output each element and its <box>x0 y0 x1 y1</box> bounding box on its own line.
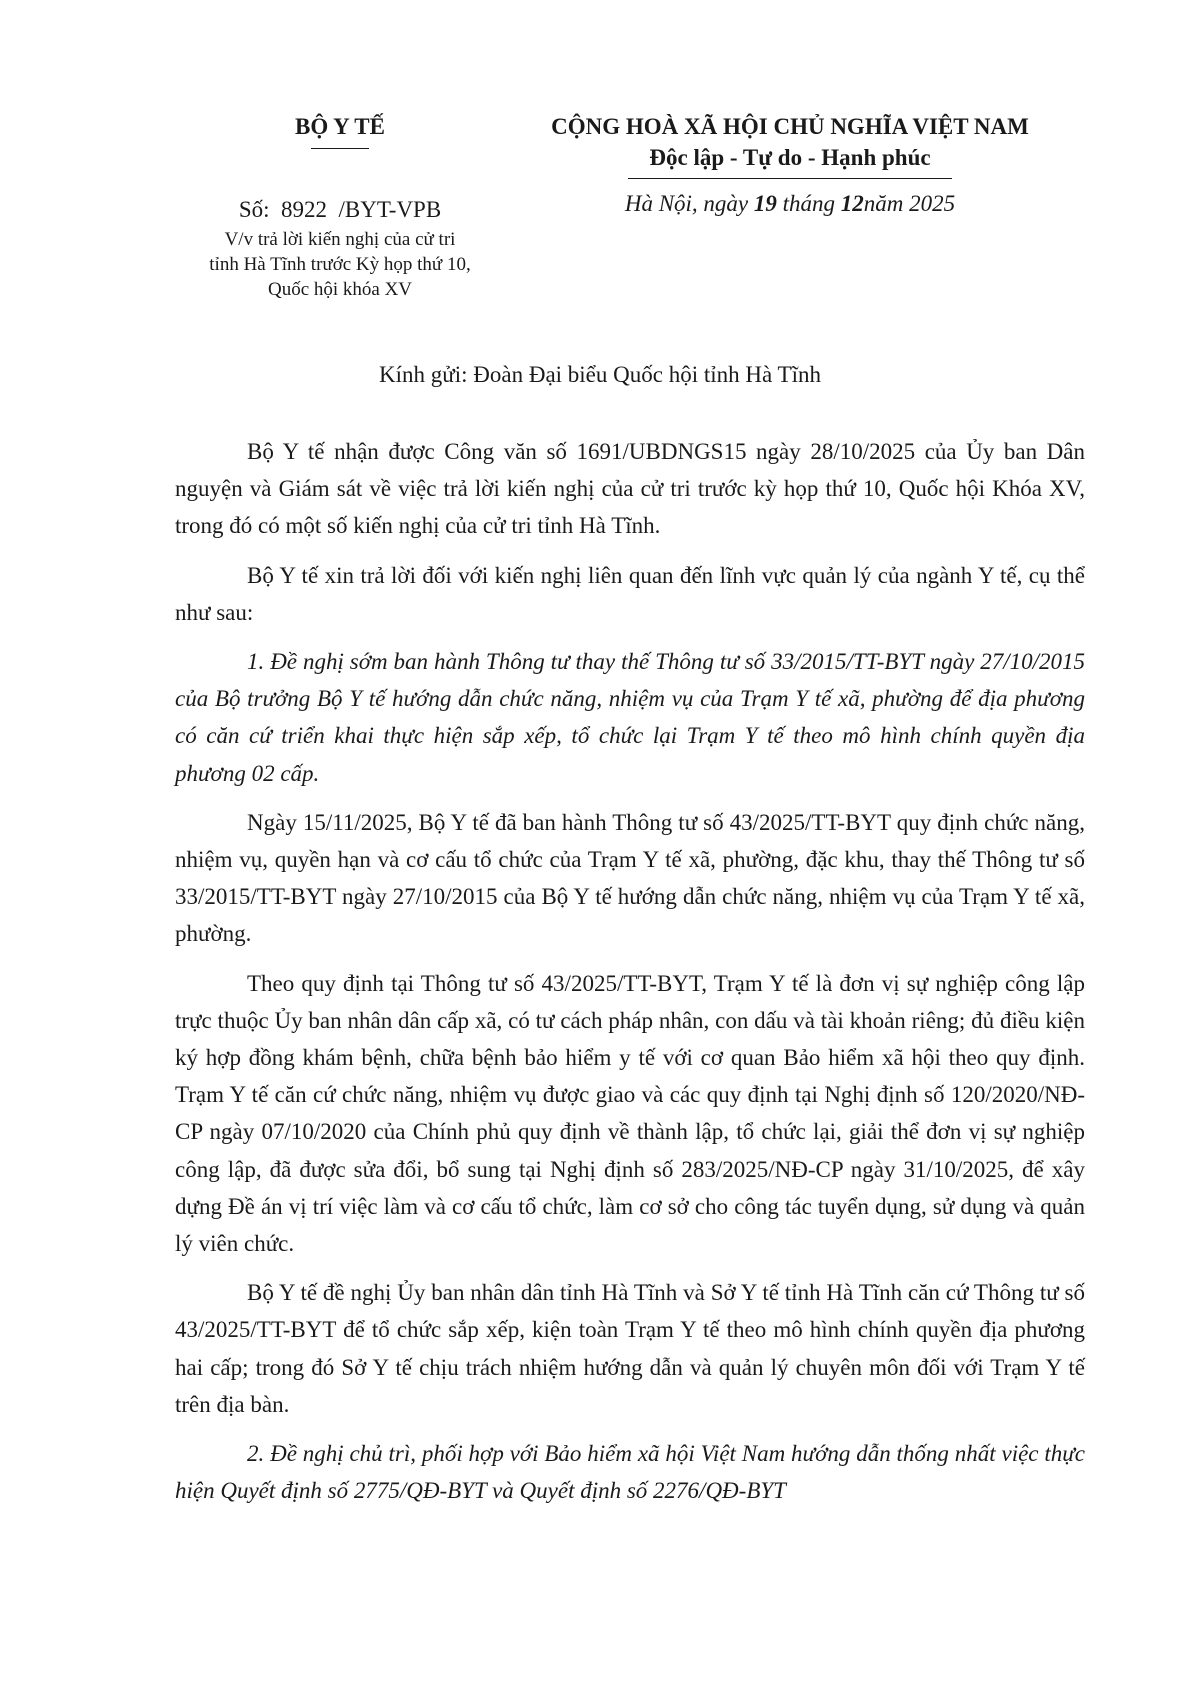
agency-underline <box>311 148 369 149</box>
letter-body <box>175 433 1085 1521</box>
issuer-block <box>190 112 490 302</box>
document-number-prefix: Số: <box>238 197 270 222</box>
issuing-agency: BỘ Y TẾ <box>295 114 385 139</box>
body-paragraph: Ngày 15/11/2025, Bộ Y tế đã ban hành Thông tư số 43/2025/TT-BYT quy định chức năng, nhiệm vụ, quyền hạn và cơ cấu tổ chức của Trạm Y tế xã, phường, đặc khu, thay thế Thông tư số 33/2015/TT-BYT ngày 27/10/2015 của Bộ Y tế hướng dẫn chức năng, nhiệm vụ của Trạm Y tế xã, phường. <box>175 809 1085 947</box>
recipient-line: Kính gửi: Đoàn Đại biểu Quốc hội tỉnh Hà Tĩnh <box>379 362 821 387</box>
body-paragraph: Bộ Y tế nhận được Công văn số 1691/UBDNGS15 ngày 28/10/2025 của Ủy ban Dân nguyện và Giám sát về việc trả lời kiến nghị của cử tri trước kỳ họp thứ 10, Quốc hội Khóa XV, trong đó có một số kiến nghị của cử tri tỉnh Hà Tĩnh. <box>175 439 1085 539</box>
body-paragraph: Bộ Y tế xin trả lời đối với kiến nghị liên quan đến lĩnh vực quản lý của ngành Y tế, cụ thể như sau: <box>175 562 1085 625</box>
document-subject <box>190 227 490 302</box>
date-day: 19 <box>753 191 777 216</box>
year-label: năm 2025 <box>863 191 956 216</box>
document-number <box>190 195 490 225</box>
month-label: tháng <box>782 191 836 216</box>
motto-underline <box>628 178 952 179</box>
national-header <box>500 112 1080 219</box>
date-month: 12 <box>840 191 864 216</box>
subject-line: Quốc hội khóa XV <box>267 279 413 300</box>
subject-line: V/v trả lời kiến nghị của cử tri <box>224 229 456 250</box>
body-paragraph: Bộ Y tế đề nghị Ủy ban nhân dân tỉnh Hà Tĩnh và Sở Y tế tỉnh Hà Tĩnh căn cứ Thông tư số 43/2025/TT-BYT để tổ chức sắp xếp, kiện toàn Trạm Y tế theo mô hình chính quyền địa phương hai cấp; trong đó Sở Y tế chịu trách nhiệm hướng dẫn và quản lý chuyên môn đối với Trạm Y tế trên địa bàn. <box>175 1280 1085 1417</box>
body-paragraph: Theo quy định tại Thông tư số 43/2025/TT-BYT, Trạm Y tế là đơn vị sự nghiệp công lập trực thuộc Ủy ban nhân dân cấp xã, có tư cách pháp nhân, con dấu và tài khoản riêng; đủ điều kiện ký hợp đồng khám bệnh, chữa bệnh bảo hiểm y tế với cơ quan Bảo hiểm xã hội theo quy định. Trạm Y tế căn cứ chức năng, nhiệm vụ được giao và các quy định tại Nghị định số 120/2020/NĐ-CP ngày 07/10/2020 của Chính phủ quy định về thành lập, tổ chức lại, giải thể đơn vị sự nghiệp công lập, đã được sửa đổi, bổ sung tại Nghị định số 283/2025/NĐ-CP ngày 31/10/2025, để xây dựng Đề án vị trí việc làm và cơ cấu tổ chức, làm cơ sở cho công tác tuyển dụng, sử dụng và quản lý viên chức. <box>175 970 1085 1257</box>
national-title: CỘNG HOÀ XÃ HỘI CHỦ NGHĨA VIỆT NAM <box>551 114 1029 139</box>
national-motto: Độc lập - Tự do - Hạnh phúc <box>649 145 931 170</box>
document-number-value: 8922 <box>281 197 327 222</box>
petition-item-2: 2. Đề nghị chủ trì, phối hợp với Bảo hiểm xã hội Việt Nam hướng dẫn thống nhất việc thực hiện Quyết định số 2775/QĐ-BYT và Quyết định số 2276/QĐ-BYT <box>175 1441 1085 1504</box>
place-and-date <box>500 189 1080 219</box>
subject-line: tỉnh Hà Tĩnh trước Kỳ họp thứ 10, <box>209 254 471 275</box>
petition-item-1: 1. Đề nghị sớm ban hành Thông tư thay thế Thông tư số 33/2015/TT-BYT ngày 27/10/2015 của Bộ trưởng Bộ Y tế hướng dẫn chức năng, nhiệm vụ của Trạm Y tế xã, phường để địa phương có căn cứ triển khai thực hiện sắp xếp, tổ chức lại Trạm Y tế theo mô hình chính quyền địa phương 02 cấp. <box>175 649 1085 786</box>
document-number-suffix: /BYT-VPB <box>338 197 442 222</box>
place-prefix: Hà Nội, ngày <box>624 191 749 216</box>
